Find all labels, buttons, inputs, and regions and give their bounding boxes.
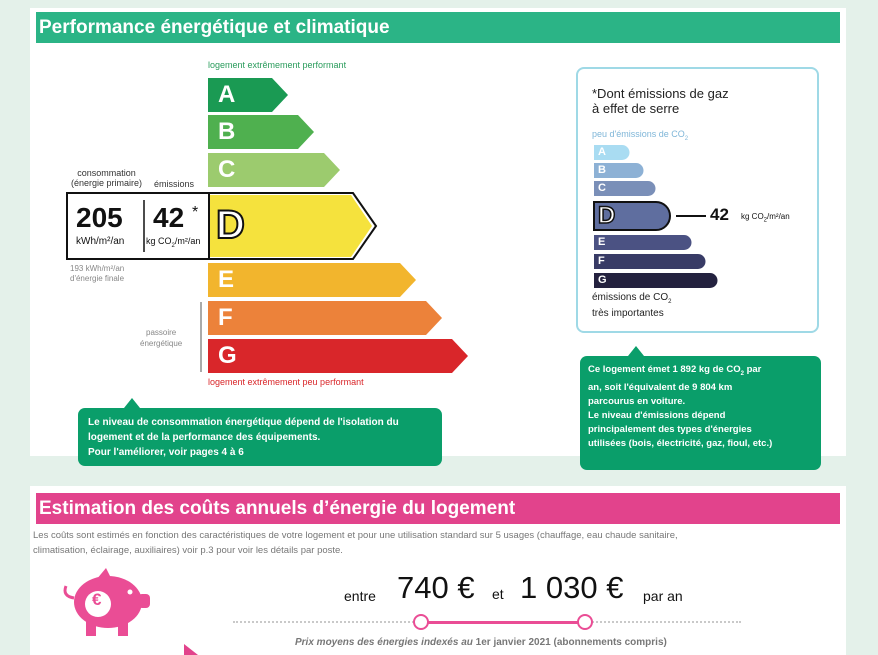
prices-note-a: Prix moyens des énergies indexés au — [295, 637, 473, 648]
grade-F-bar — [208, 301, 442, 335]
grade-C-bar — [208, 153, 340, 187]
ghg-grade-A-label: A — [598, 146, 606, 158]
callout-right-line3: parcourus en voiture. — [588, 395, 686, 407]
ghg-bottom-line2: très importantes — [592, 308, 664, 319]
grade-E-bar — [208, 263, 416, 297]
ghg-unit-sub: 2 — [763, 217, 768, 224]
ghg-note-line1: *Dont émissions de gaz — [592, 86, 729, 101]
ghg-note-line2: à effet de serre — [592, 101, 680, 116]
ghg-top-label-text: peu d'émissions de CO — [592, 129, 685, 139]
cost-between: entre — [344, 588, 376, 604]
emissions-unit-sub: 2 — [171, 242, 175, 249]
ghg-grade-G-label: G — [598, 274, 607, 286]
ghg-grade-F-bar — [594, 254, 706, 269]
cost-range-fill — [420, 621, 584, 624]
ghg-grade-B-bar — [594, 163, 644, 178]
callout-emissions — [580, 356, 821, 470]
ghg-bottom-line1 — [592, 292, 671, 308]
grade-F-label: F — [218, 304, 233, 331]
ghg-grade-C-label: C — [598, 182, 606, 194]
ghg-bottom-sub: 2 — [668, 299, 672, 305]
callout-left-line2: logement et de la performance des équipements. — [88, 432, 321, 443]
consumption-caption-line2: (énergie primaire) — [71, 178, 143, 188]
consumption-caption-line1: consommation — [77, 168, 136, 178]
ghg-grade-C-bar — [594, 181, 656, 196]
cost-max: 1 030 € — [520, 570, 624, 605]
callout-right-line4: Le niveau d'émissions dépend — [588, 409, 726, 421]
cost-max-marker — [577, 614, 593, 630]
grade-A-label: A — [218, 81, 236, 108]
consumption-unit: kWh/m²/an — [76, 236, 125, 247]
scale-bottom-label: logement extrêmement peu performant — [208, 377, 364, 387]
cost-and: et — [492, 586, 504, 602]
callout-left-line3: Pour l'améliorer, voir pages 4 à 6 — [88, 447, 244, 458]
ghg-grade-D-label: D — [598, 202, 616, 229]
current-grade-label: D — [216, 203, 245, 247]
callout-right-caret — [628, 346, 644, 356]
ghg-grade-F-label: F — [598, 255, 605, 267]
callout-consumption — [78, 408, 442, 466]
grade-B-bar — [208, 115, 314, 149]
section-title-costs: Estimation des coûts annuels d’énergie du logement — [36, 493, 840, 524]
ghg-grade-E-bar — [594, 235, 692, 250]
piggy-euro-symbol: € — [92, 590, 102, 609]
grade-G-bar — [208, 339, 468, 373]
consumption-value: 205 — [76, 202, 123, 233]
ghg-grade-A-bar — [594, 145, 630, 160]
callout-right-line1a: Ce logement émet 1 892 kg de CO — [588, 364, 741, 375]
final-energy-line1: 193 kWh/m²/an — [70, 264, 125, 273]
callout-right-line1 — [588, 363, 813, 381]
pink-arrow-icon — [184, 644, 204, 655]
final-energy-note — [70, 264, 124, 284]
section-title-energy: Performance énergétique et climatique — [36, 12, 840, 43]
emissions-caption: émissions — [154, 179, 195, 189]
callout-right-line1b: par — [743, 364, 762, 375]
final-energy-line2: d'énergie finale — [70, 274, 125, 283]
ghg-note — [592, 86, 729, 116]
cost-min: 740 € — [397, 570, 475, 605]
emissions-unit-suffix: /m²/an — [174, 236, 201, 246]
ghg-grade-B-label: B — [598, 164, 606, 176]
piggy-bank-icon — [58, 568, 154, 638]
ghg-unit-suffix: /m²/an — [767, 212, 790, 221]
ghg-top-label-sub: 2 — [684, 135, 689, 142]
emissions-unit — [146, 236, 200, 249]
callout-right-line5: principalement des types d'énergies — [588, 423, 752, 435]
emissions-value: 42 — [153, 202, 185, 233]
costs-paragraph-line1: Les coûts sont estimés en fonction des caractéristiques de votre logement et pour une utilisation standard sur 5 usages (chauffage, eau chaude sanitaire, — [33, 530, 678, 541]
prices-note — [295, 637, 667, 648]
ghg-unit-prefix: kg CO — [741, 212, 764, 221]
costs-paragraph — [33, 528, 845, 558]
costs-paragraph-line2: climatisation, éclairage, auxiliaires) voir p.3 pour voir les détails par poste. — [33, 545, 343, 556]
ghg-value-pointer — [676, 215, 706, 217]
ghg-unit — [741, 212, 790, 224]
ghg-top-label — [592, 129, 688, 142]
emissions-unit-prefix: kg CO — [146, 236, 172, 246]
ghg-grade-G-bar — [594, 273, 718, 288]
prices-note-b: 1er janvier 2021 (abonnements compris) — [472, 637, 667, 648]
passoire-line2: énergétique — [140, 339, 183, 348]
grade-B-label: B — [218, 118, 236, 145]
grade-C-label: C — [218, 156, 236, 183]
scale-top-label: logement extrêmement performant — [208, 60, 347, 70]
ghg-bottom-text: émissions de CO — [592, 292, 669, 303]
callout-right-line2: an, soit l'équivalent de 9 804 km — [588, 381, 733, 393]
grade-G-label: G — [218, 342, 237, 369]
grade-E-label: E — [218, 266, 235, 293]
callout-right-line6: utilisées (bois, électricité, gaz, fioul, etc.) — [588, 437, 773, 449]
cost-min-marker — [413, 614, 429, 630]
cost-per-year: par an — [643, 588, 683, 604]
passoire-bracket — [200, 302, 202, 372]
passoire-line1: passoire — [146, 328, 177, 337]
ghg-bottom-label — [592, 292, 671, 320]
emissions-asterisk: * — [192, 204, 199, 221]
ghg-grade-E-label: E — [598, 236, 606, 248]
callout-left-line1: Le niveau de consommation énergétique dépend de l'isolation du — [88, 417, 399, 428]
grade-A-bar — [208, 78, 288, 112]
consumption-caption — [71, 168, 142, 188]
passoire-label — [140, 327, 182, 349]
callout-left-caret — [124, 398, 140, 408]
ghg-value: 42 — [710, 205, 729, 224]
callout-right-line1-sub: 2 — [740, 370, 744, 377]
